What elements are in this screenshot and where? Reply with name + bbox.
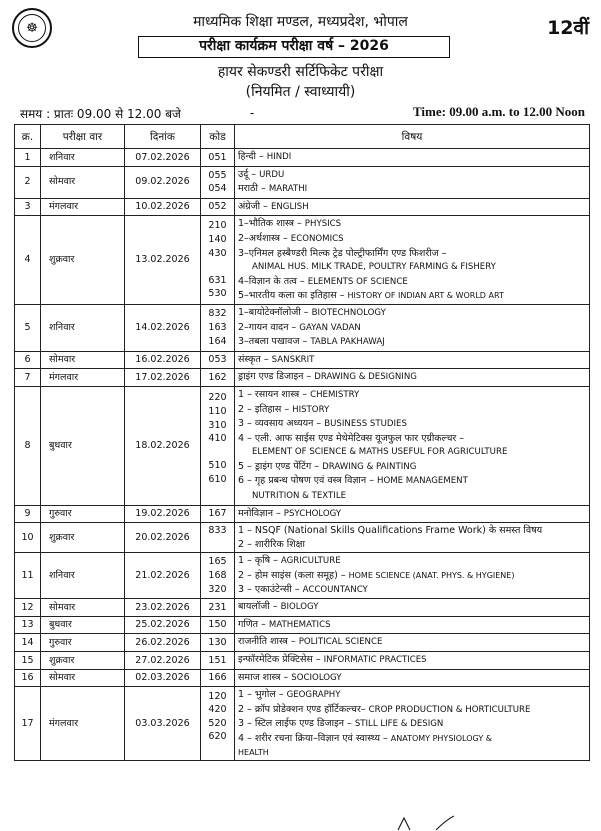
subject-line	[238, 460, 586, 475]
serial-cell: 6	[15, 351, 41, 369]
subject-name-hindi: 3–तबला पखावज –	[238, 336, 308, 348]
subject-cell	[235, 216, 590, 305]
subject-name-english: STILL LIFE & DESIGN	[354, 719, 444, 730]
day-cell: सोमवार	[41, 599, 125, 617]
subject-line	[238, 635, 586, 650]
separator-dash: -	[250, 106, 255, 120]
header-date: दिनांक	[125, 125, 201, 149]
subject-name-hindi: समाज शास्त्र –	[238, 671, 289, 683]
subject-name-english: ACCOUNTANCY	[302, 584, 368, 595]
subject-name-english: CHEMISTRY	[310, 389, 360, 400]
day-cell: शुक्रवार	[41, 523, 125, 553]
subject-code: 163	[208, 322, 227, 334]
exam-title-box: परीक्षा कार्यक्रम परीक्षा वर्ष – 2026	[138, 36, 450, 58]
subject-name-hindi: 3 – स्टिल लाईफ एण्ड डिजाइन –	[238, 718, 352, 730]
subject-name-english: SANSKRIT	[271, 354, 315, 365]
code-cell	[201, 505, 235, 523]
day-cell: गुरुवार	[41, 505, 125, 523]
day-cell: शनिवार	[41, 149, 125, 167]
serial-cell: 14	[15, 634, 41, 652]
subject-name-english: HISTORY OF INDIAN ART & WORLD ART	[347, 291, 504, 301]
subject-line	[238, 703, 586, 718]
table-row	[15, 149, 590, 167]
serial-cell: 2	[15, 166, 41, 198]
date-cell: 02.03.2026	[125, 669, 201, 687]
subject-code: 054	[208, 183, 227, 195]
subject-line	[238, 746, 586, 760]
serial-cell: 8	[15, 386, 41, 505]
table-row	[15, 553, 590, 599]
subject-line	[238, 370, 586, 385]
subject-name-english: GEOGRAPHY	[286, 690, 341, 701]
code-cell	[201, 386, 235, 505]
subject-name-english: BIOTECHNOLOGY	[311, 307, 386, 318]
date-cell: 26.02.2026	[125, 634, 201, 652]
subject-line	[238, 717, 586, 732]
subject-code: 631	[208, 274, 227, 286]
subject-line	[238, 671, 586, 686]
date-cell: 19.02.2026	[125, 505, 201, 523]
exam-name: हायर सेकण्डरी सर्टिफिकेट परीक्षा	[217, 64, 384, 80]
table-row	[15, 616, 590, 634]
subject-name-hindi: 4 – शरीर रचना क्रिया–विज्ञान एवं स्वास्थ्य –	[238, 732, 388, 744]
subject-name-english: TABLA PAKHAWAJ	[310, 337, 385, 348]
subject-cell	[235, 616, 590, 634]
exam-schedule-table	[14, 124, 590, 761]
subject-name-hindi: 4–विज्ञान के तत्व –	[238, 275, 305, 287]
subject-code: 530	[208, 288, 227, 300]
serial-cell: 9	[15, 505, 41, 523]
subject-line	[238, 353, 586, 368]
serial-cell: 13	[15, 616, 41, 634]
subject-code: 110	[208, 406, 227, 417]
subject-name-english: ECONOMICS	[290, 233, 344, 244]
subject-line	[238, 732, 586, 746]
subject-name-english: INFORMATIC PRACTICES	[323, 655, 427, 665]
subject-cell	[235, 523, 590, 553]
logo-emblem-icon: ☸	[18, 14, 46, 42]
subject-name-english: HISTORY	[292, 404, 330, 415]
code-cell	[201, 687, 235, 761]
subject-name-hindi: 1 – NSQF (National Skills Qualifications Frame Work) के समस्त विषय	[238, 525, 543, 537]
subject-line	[238, 554, 586, 569]
subject-cell	[235, 166, 590, 198]
subject-name-english: DRAWING & PAINTING	[322, 461, 417, 472]
date-cell: 23.02.2026	[125, 599, 201, 617]
subject-name-english: ENGLISH	[270, 201, 309, 212]
header-serial: क्र.	[15, 125, 41, 149]
subject-cell	[235, 687, 590, 761]
subject-line	[238, 232, 586, 247]
subject-code: 320	[208, 583, 227, 595]
subject-code: 151	[208, 654, 227, 666]
subject-name-hindi: गणित –	[238, 618, 266, 630]
subject-name-hindi: 5–भारतीय कला का इतिहास –	[238, 290, 345, 302]
subject-name-hindi: राजनीति शास्त्र –	[238, 636, 296, 648]
subject-name-hindi: 1–बायोटेक्नॉलोजी –	[238, 306, 309, 318]
subject-name-english: BIOLOGY	[280, 602, 319, 613]
subject-code: 164	[208, 335, 227, 347]
table-row	[15, 599, 590, 617]
serial-cell: 1	[15, 149, 41, 167]
subject-code	[201, 744, 234, 758]
subject-name-hindi: 2 – इतिहास –	[238, 403, 290, 415]
serial-cell: 12	[15, 599, 41, 617]
subject-name-hindi: ड्राइंग एण्ड डिजाइन –	[238, 371, 312, 383]
code-cell	[201, 149, 235, 167]
subject-code: 165	[208, 556, 227, 568]
subject-cell	[235, 652, 590, 670]
day-cell: सोमवार	[41, 669, 125, 687]
subject-name-english: BUSINESS STUDIES	[324, 419, 407, 430]
subject-name-hindi: मराठी –	[238, 183, 266, 195]
subject-name-english: GAYAN VADAN	[299, 322, 361, 333]
day-cell: शुक्रवार	[41, 652, 125, 670]
pen-mark	[396, 814, 456, 831]
date-cell: 14.02.2026	[125, 304, 201, 351]
subject-name-english: NUTRITION & TEXTILE	[252, 491, 347, 502]
code-cell	[201, 351, 235, 369]
subject-name-hindi: अंग्रेजी –	[238, 200, 268, 212]
subject-name-hindi: उर्दू –	[238, 168, 257, 180]
subject-code: 120	[208, 690, 227, 702]
day-cell: गुरुवार	[41, 634, 125, 652]
subject-cell	[235, 304, 590, 351]
code-cell	[201, 523, 235, 553]
subject-name-hindi: बायलॉजी –	[238, 601, 278, 613]
subject-name-hindi: संस्कृत –	[238, 353, 269, 365]
subject-name-english: HOME SCIENCE (ANAT. PHYS. & HYGIENE)	[348, 571, 515, 581]
subject-code	[201, 260, 234, 274]
subject-name-hindi: 2–अर्थशास्त्र –	[238, 232, 288, 244]
subject-line	[238, 618, 586, 633]
day-cell: बुधवार	[41, 616, 125, 634]
time-hindi: समय : प्रातः 09.00 से 12.00 बजे	[20, 107, 181, 121]
table-row	[15, 652, 590, 670]
subject-line	[238, 217, 586, 232]
subject-code: 832	[208, 308, 227, 320]
subject-line	[238, 388, 586, 403]
subject-cell	[235, 198, 590, 216]
subject-name-english: ANATOMY PHYSIOLOGY &	[390, 733, 492, 743]
date-cell: 13.02.2026	[125, 216, 201, 305]
subject-name-english: HINDI	[266, 152, 292, 162]
subject-name-english: PHYSICS	[304, 219, 342, 230]
date-cell: 09.02.2026	[125, 166, 201, 198]
subject-name-hindi: हिन्दी –	[238, 151, 264, 162]
subject-line	[238, 653, 586, 668]
subject-code: 620	[208, 731, 227, 743]
subject-line	[238, 688, 586, 703]
subject-name-hindi: 5 – ड्राइंग एण्ड पेंटिंग –	[238, 460, 320, 472]
subject-name-hindi: 3–एनिमल हस्बैण्डरी मिल्क ट्रेड पोल्ट्रीफार्मिंग एण्ड फिशरीज –	[238, 247, 447, 259]
subject-line	[238, 474, 586, 489]
subject-code: 053	[208, 354, 227, 366]
date-cell: 25.02.2026	[125, 616, 201, 634]
day-cell: शनिवार	[41, 304, 125, 351]
header-subject: विषय	[235, 125, 590, 149]
document-header	[0, 0, 601, 124]
subject-line	[238, 247, 586, 261]
serial-cell: 15	[15, 652, 41, 670]
date-cell: 21.02.2026	[125, 553, 201, 599]
board-name: माध्यमिक शिक्षा मण्डल, मध्यप्रदेश, भोपाल	[193, 14, 408, 30]
day-cell: मंगलवार	[41, 198, 125, 216]
table-row	[15, 687, 590, 761]
subject-cell	[235, 351, 590, 369]
serial-cell: 17	[15, 687, 41, 761]
subject-line	[238, 306, 586, 321]
subject-code: 162	[208, 371, 227, 383]
date-cell: 27.02.2026	[125, 652, 201, 670]
subject-name-hindi: 1–भौतिक शास्त्र –	[238, 218, 302, 230]
code-cell	[201, 369, 235, 387]
subject-line	[238, 507, 586, 522]
subject-code: 130	[208, 636, 227, 648]
subject-name-hindi: 2 – शारीरिक शिक्षा	[238, 538, 305, 550]
subject-line	[238, 260, 586, 275]
day-cell: मंगलवार	[41, 687, 125, 761]
subject-line	[238, 538, 586, 552]
subject-name-english: AGRICULTURE	[280, 556, 341, 567]
subject-cell	[235, 505, 590, 523]
subject-name-english: SOCIOLOGY	[291, 672, 342, 683]
subject-line	[238, 150, 586, 165]
code-cell	[201, 166, 235, 198]
subject-name-hindi: 2 – क्रॉप प्रोडेक्शन एण्ड हॉर्टिकल्चर–	[238, 703, 366, 715]
table-row	[15, 369, 590, 387]
time-english: Time: 09.00 a.m. to 12.00 Noon	[412, 104, 585, 119]
subject-line	[238, 432, 586, 446]
code-cell	[201, 304, 235, 351]
table-row	[15, 669, 590, 687]
day-cell: शुक्रवार	[41, 216, 125, 305]
subject-code: 166	[208, 672, 227, 684]
subject-cell	[235, 386, 590, 505]
subject-line	[238, 445, 586, 460]
code-cell	[201, 216, 235, 305]
subject-line	[238, 403, 586, 418]
subject-code: 055	[208, 169, 227, 181]
serial-cell: 10	[15, 523, 41, 553]
subject-name-hindi: मनोविज्ञान –	[238, 507, 281, 519]
subject-code: 052	[208, 201, 227, 213]
serial-cell: 3	[15, 198, 41, 216]
table-row	[15, 505, 590, 523]
subject-line	[238, 489, 586, 504]
table-row	[15, 523, 590, 553]
code-cell	[201, 553, 235, 599]
subject-cell	[235, 553, 590, 599]
subject-code: 610	[208, 473, 227, 485]
subject-name-english: HEALTH	[238, 747, 269, 757]
day-cell: शनिवार	[41, 553, 125, 599]
subject-name-hindi: 1 – भुगोल –	[238, 689, 284, 701]
date-cell: 18.02.2026	[125, 386, 201, 505]
subject-code: 168	[208, 570, 227, 582]
subject-code: 510	[208, 460, 227, 472]
subject-code: 310	[208, 419, 227, 431]
subject-code: 231	[208, 601, 227, 613]
header-code: कोड	[201, 125, 235, 149]
table-row	[15, 216, 590, 305]
subject-line	[238, 182, 586, 197]
date-cell: 07.02.2026	[125, 149, 201, 167]
day-cell: सोमवार	[41, 166, 125, 198]
subject-line	[238, 168, 586, 183]
subject-code: 410	[208, 433, 227, 445]
table-row	[15, 166, 590, 198]
subject-line	[238, 524, 586, 538]
serial-cell: 5	[15, 304, 41, 351]
table-row	[15, 304, 590, 351]
subject-code: 140	[208, 233, 227, 245]
subject-line	[238, 275, 586, 290]
subject-name-english: POLITICAL SCIENCE	[298, 637, 383, 648]
subject-name-hindi: इन्फॉरमेटिक प्रेक्टिसेस –	[238, 654, 321, 665]
subject-code: 167	[208, 508, 227, 520]
date-cell: 03.03.2026	[125, 687, 201, 761]
subject-name-hindi: 4 – एली. आफ साईस एण्ड मेथेमेटिक्स यूजफुल फार एग्रीकल्चर –	[238, 432, 465, 444]
subject-cell	[235, 599, 590, 617]
header-day: परीक्षा वार	[41, 125, 125, 149]
subject-line	[238, 200, 586, 215]
subject-name-hindi: 1 – रसायन शास्त्र –	[238, 388, 308, 400]
date-cell: 17.02.2026	[125, 369, 201, 387]
code-cell	[201, 652, 235, 670]
table-row	[15, 351, 590, 369]
subject-code: 220	[208, 392, 227, 404]
subject-line	[238, 335, 586, 350]
subject-name-english: ELEMENT OF SCIENCE & MATHS USEFUL FOR AGRICULTURE	[252, 447, 508, 458]
subject-code: 051	[208, 151, 227, 163]
subject-name-hindi: 6 – गृह प्रबन्ध पोषण एवं वस्त्र विज्ञान –	[238, 475, 374, 487]
day-cell: बुधवार	[41, 386, 125, 505]
code-cell	[201, 198, 235, 216]
serial-cell: 16	[15, 669, 41, 687]
class-label: 12वीं	[547, 17, 589, 39]
subject-name-hindi: 2 – होम साइंस (कला समूह) –	[238, 570, 346, 582]
table-row	[15, 386, 590, 505]
subject-name-english: ELEMENTS OF SCIENCE	[307, 276, 408, 287]
subject-name-hindi: 1 – कृषि –	[238, 555, 278, 567]
date-cell: 10.02.2026	[125, 198, 201, 216]
subject-name-hindi: 3 – व्यवसाय अध्ययन –	[238, 418, 322, 430]
subject-name-hindi: 2–गायन वादन –	[238, 321, 297, 333]
subject-line	[238, 569, 586, 583]
subject-name-english: PSYCHOLOGY	[283, 508, 342, 519]
subject-line	[238, 321, 586, 336]
subject-code: 420	[208, 704, 227, 716]
subject-cell	[235, 369, 590, 387]
subject-name-english: MATHEMATICS	[268, 619, 331, 630]
subject-cell	[235, 634, 590, 652]
subject-code: 430	[208, 247, 227, 259]
subject-code: 520	[208, 717, 227, 729]
serial-cell: 7	[15, 369, 41, 387]
subject-name-english: HOME MANAGEMENT	[376, 476, 468, 487]
subject-name-english: ANIMAL HUS. MILK TRADE, POULTRY FARMING & FISHERY	[252, 262, 496, 273]
serial-cell: 11	[15, 553, 41, 599]
subject-name-english: DRAWING & DESIGNING	[314, 372, 417, 383]
subject-name-english: CROP PRODUCTION & HORTICULTURE	[368, 704, 531, 715]
subject-cell	[235, 669, 590, 687]
date-cell: 16.02.2026	[125, 351, 201, 369]
subject-line	[238, 583, 586, 598]
subject-name-hindi: 3 – एकाउंटेन्सी –	[238, 583, 300, 595]
exam-type: (नियमित / स्वाध्यायी)	[245, 84, 356, 100]
subject-line	[238, 600, 586, 615]
code-cell	[201, 599, 235, 617]
date-cell: 20.02.2026	[125, 523, 201, 553]
code-cell	[201, 616, 235, 634]
subject-line	[238, 417, 586, 432]
serial-cell: 4	[15, 216, 41, 305]
subject-name-english: MARATHI	[268, 184, 308, 195]
table-header-row	[15, 125, 590, 149]
subject-code: 833	[208, 525, 227, 537]
subject-cell	[235, 149, 590, 167]
day-cell: मंगलवार	[41, 369, 125, 387]
day-cell: सोमवार	[41, 351, 125, 369]
table-row	[15, 634, 590, 652]
code-cell	[201, 669, 235, 687]
subject-name-english: URDU	[259, 169, 285, 180]
table-body	[15, 149, 590, 761]
subject-line	[238, 289, 586, 303]
subject-code: 150	[208, 619, 227, 631]
subject-code	[201, 538, 234, 552]
subject-code	[201, 487, 234, 501]
subject-code	[201, 446, 234, 460]
table-row	[15, 198, 590, 216]
subject-code: 210	[208, 220, 227, 232]
code-cell	[201, 634, 235, 652]
